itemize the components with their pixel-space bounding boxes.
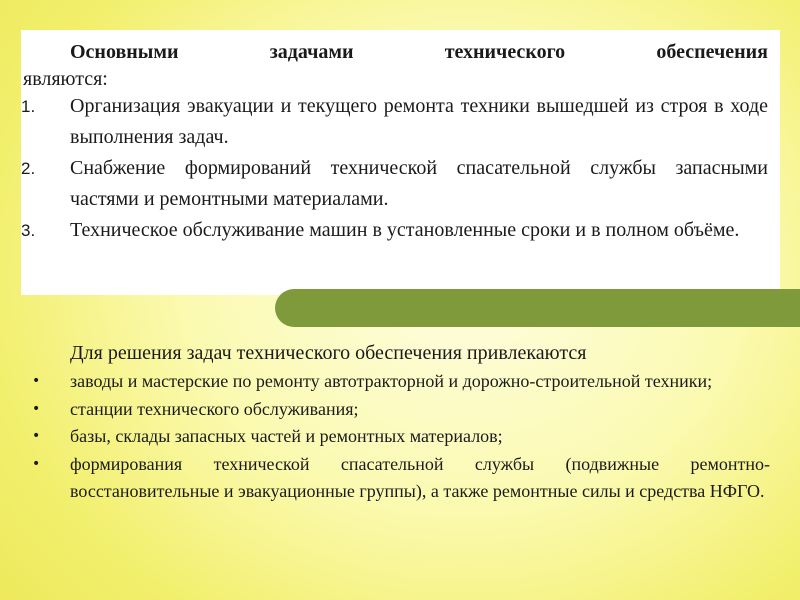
bullet-icon: • <box>32 455 41 472</box>
list-item-text: Техническое обслуживание машин в установленные сроки и в полном объёме. <box>70 219 740 241</box>
list-item <box>24 396 770 424</box>
bullet-icon: • <box>32 400 41 417</box>
list-item <box>24 423 770 451</box>
list-item-text: формирования технической спасательной службы (подвижные ремонтно-восстановительные и эвакуационные группы), а также ремонтные силы и средства НФГО. <box>70 453 770 501</box>
list-number: 2. <box>21 159 36 178</box>
list-number: 1. <box>21 97 36 116</box>
list-item-text: Организация эвакуации и текущего ремонта техники вышедшей из строя в ходе выполнения задач. <box>70 95 768 148</box>
tasks-heading: Основными задачами технического обеспечения <box>70 41 768 63</box>
list-item <box>21 215 768 246</box>
list-item <box>24 368 770 396</box>
list-item-text: Снабжение формирований технической спасательной службы запасными частями и ремонтными материалами. <box>70 157 768 210</box>
list-item-text: станции технического обслуживания; <box>70 398 359 419</box>
list-number: 3. <box>21 221 36 240</box>
resources-block <box>24 338 770 506</box>
tasks-box <box>21 30 780 295</box>
list-item-text: базы, склады запасных частей и ремонтных материалов; <box>70 426 503 446</box>
tasks-list <box>21 91 768 246</box>
list-item <box>21 91 768 153</box>
bullet-icon: • <box>32 428 41 444</box>
list-item <box>21 153 768 215</box>
tasks-heading-continuation: являются: <box>23 68 108 90</box>
resources-lead: Для решения задач технического обеспечения привлекаются <box>70 342 587 364</box>
list-item-text: заводы и мастерские по ремонту автотракторной и дорожно-строительной техники; <box>70 371 713 391</box>
resources-list <box>24 368 770 506</box>
bullet-icon: • <box>32 373 41 389</box>
list-item <box>24 451 770 506</box>
accent-bar <box>275 289 800 327</box>
